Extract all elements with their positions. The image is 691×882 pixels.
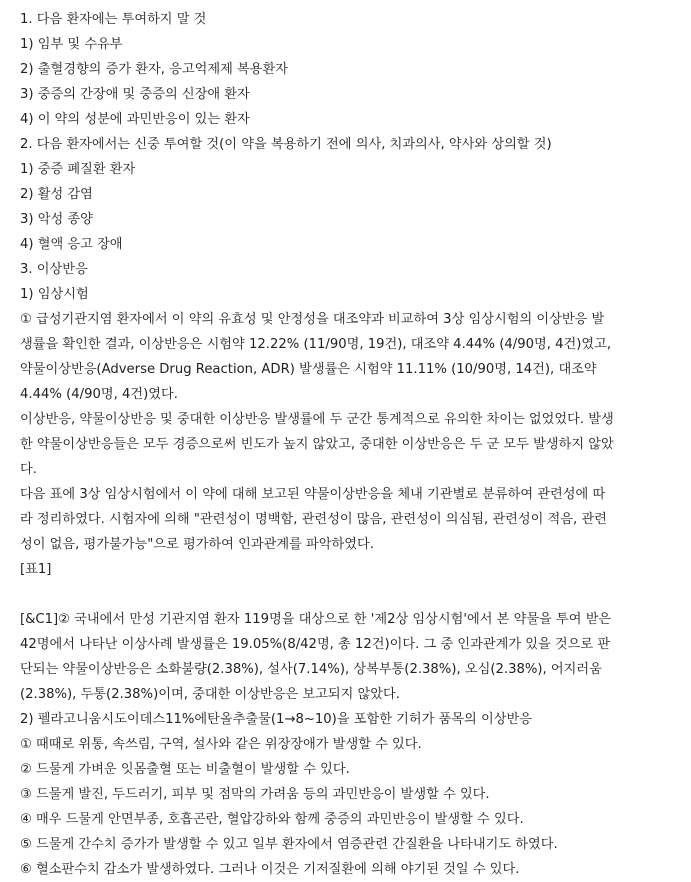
list-item: 2) 활성 감염 [20,187,93,202]
paragraph-line: 라 정리하였다. 시험자에 의해 "관련성이 명백함, 관련성이 많음, 관련성이 의심됨, 관련성이 적음, 관련 [20,512,607,527]
table-reference: [표1] [20,562,52,577]
list-item: 4) 이 약의 성분에 과민반응이 있는 환자 [20,112,250,127]
paragraph-line: 단되는 약물이상반응은 소화불량(2.38%), 설사(7.14%), 상복부통(2.38%), 오심(2.38%), 어지러움 [20,662,602,677]
list-item: ③ 드물게 발진, 두드러기, 피부 및 점막의 가려움 등의 과민반응이 발생할 수 있다. [20,787,490,802]
subsection-heading-approved-products: 2) 펠라고니움시도이데스11%에탄올추출물(1→8~10)을 포함한 기허가 품목의 이상반응 [20,712,532,727]
list-item: ② 드물게 가벼운 잇몸출혈 또는 비출혈이 발생할 수 있다. [20,762,350,777]
paragraph-line: 다음 표에 3상 임상시험에서 이 약에 대해 보고된 약물이상반응을 체내 기관별로 분류하여 관련성에 따 [20,487,606,502]
paragraph-line: 이상반응, 약물이상반응 및 중대한 이상반응 발생률에 두 군간 통계적으로 유의한 차이는 없었었다. 발생 [20,412,614,427]
list-item: ④ 매우 드물게 안면부종, 호흡곤란, 혈압강하와 함께 중증의 과민반응이 발생할 수 있다. [20,812,524,827]
list-item: ① 때때로 위통, 속쓰림, 구역, 설사와 같은 위장장애가 발생할 수 있다. [20,737,422,752]
list-item: ⑤ 드물게 간수치 증가가 발생할 수 있고 일부 환자에서 염증관련 간질환을 나타내기도 하였다. [20,837,558,852]
list-item: 1) 중증 폐질환 환자 [20,162,136,177]
paragraph-line: ① 급성기관지염 환자에서 이 약의 유효성 및 안정성을 대조약과 비교하여 3상 임상시험의 이상반응 발 [20,312,605,327]
subsection-heading-clinical-trials: 1) 임상시험 [20,287,89,302]
document-body [20,7,683,882]
paragraph-line: (2.38%), 두통(2.38%)이며, 중대한 이상반응은 보고되지 않았다. [20,687,400,702]
list-item: 3) 악성 종양 [20,212,93,227]
list-item: 1) 임부 및 수유부 [20,37,123,52]
paragraph-line: 다. [20,462,37,477]
list-item: 4) 혈액 응고 장애 [20,237,123,252]
paragraph-line: 생률을 확인한 결과, 이상반응은 시험약 12.22% (11/90명, 19건), 대조약 4.44% (4/90명, 4건)였고, [20,337,612,352]
paragraph-line: 42명에서 나타난 이상사례 발생률은 19.05%(8/42명, 총 12건)이다. 그 중 인과관계가 있을 것으로 판 [20,637,611,652]
paragraph-line: [&C1]② 국내에서 만성 기관지염 환자 119명을 대상으로 한 '제2상 임상시험'에서 본 약물을 투여 받은 [20,612,612,627]
paragraph-line: 한 약물이상반응들은 모두 경증으로써 빈도가 높지 않았고, 중대한 이상반응은 두 군 모두 발생하지 않았 [20,437,614,452]
list-item: ⑥ 혈소판수치 감소가 발생하였다. 그러나 이것은 기저질환에 의해 야기된 것일 수 있다. [20,862,520,877]
blank-line [20,582,683,607]
list-item: 3) 중증의 간장애 및 중증의 신장애 환자 [20,87,250,102]
paragraph-line: 성이 없음, 평가불가능"으로 평가하여 인과관계를 파악하였다. [20,537,374,552]
paragraph-line: 4.44% (4/90명, 4건)였다. [20,387,178,402]
section-heading-caution: 2. 다음 환자에서는 신중 투여할 것(이 약을 복용하기 전에 의사, 치과의사, 약사와 상의할 것) [20,137,552,152]
section-heading-contraindications: 1. 다음 환자에는 투여하지 말 것 [20,12,207,27]
paragraph-line: 약물이상반응(Adverse Drug Reaction, ADR) 발생률은 시험약 11.11% (10/90명, 14건), 대조약 [20,362,597,377]
list-item: 2) 출혈경향의 증가 환자, 응고억제제 복용환자 [20,62,288,77]
section-heading-adverse-reactions: 3. 이상반응 [20,262,88,277]
